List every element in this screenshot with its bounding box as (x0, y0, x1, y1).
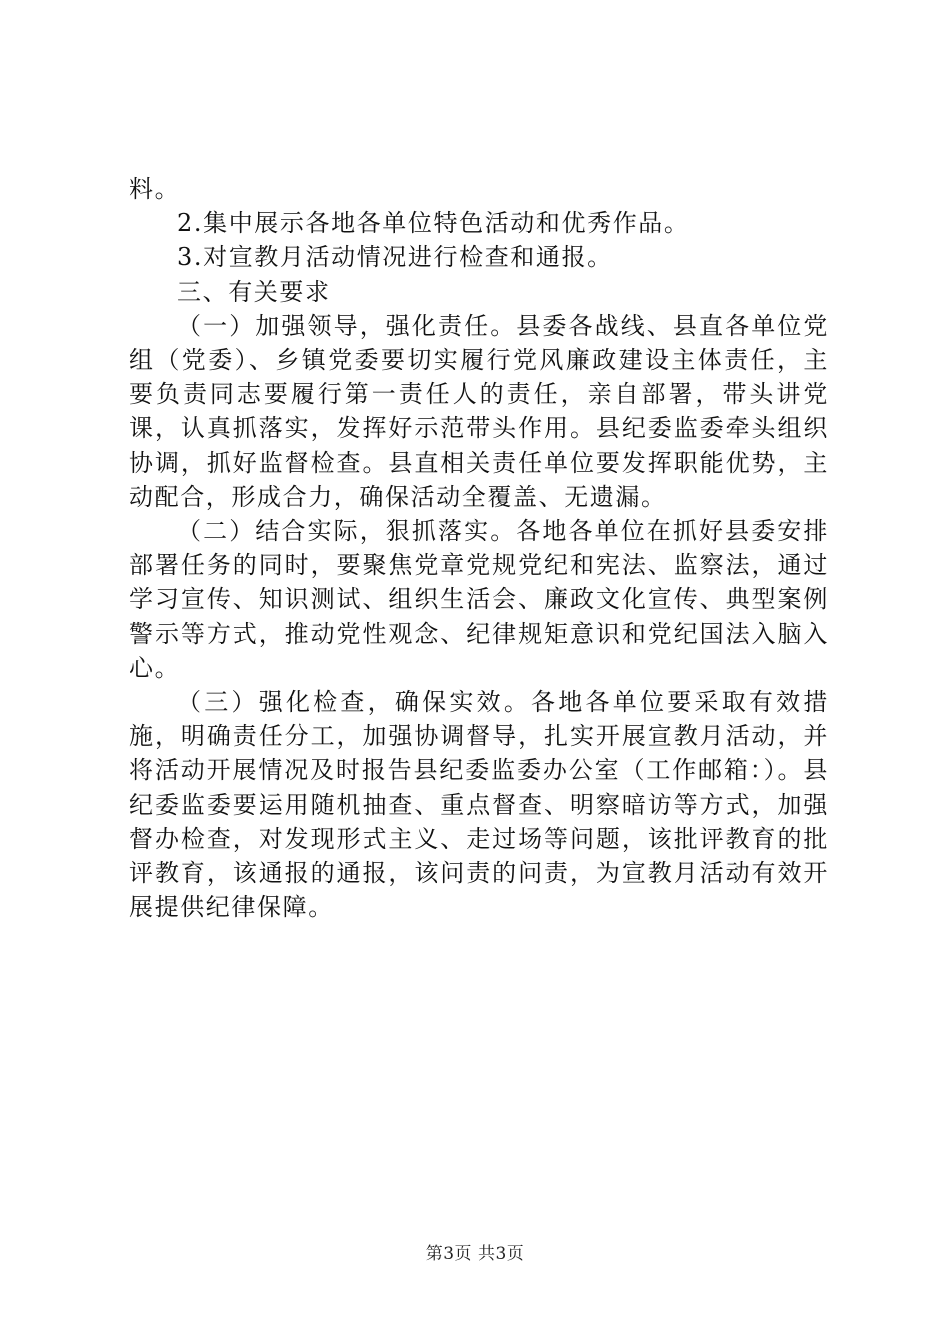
section-heading-requirements: 三、有关要求 (177, 277, 331, 306)
paragraph-leadership: （一）加强领导，强化责任。县委各战线、县直各单位党组（党委）、乡镇党委要切实履行党风廉政建设主体责任，主要负责同志要履行第一责任人的责任，亲自部署，带头讲党课，认真抓落实，发挥好示范带头作用。县纪委监委牵头组织协调，抓好监督检查。县直相关责任单位要发挥职能优势，主动配合，形成合力，确保活动全覆盖、无遗漏。 (129, 311, 829, 511)
paragraph-implementation: （二）结合实际，狠抓落实。各地各单位在抓好县委安排部署任务的同时，要聚焦党章党规党纪和宪法、监察法，通过学习宣传、知识测试、组织生活会、廉政文化宣传、典型案例警示等方式，推动党性观念、纪律规矩意识和党纪国法入脑入心。 (129, 517, 829, 682)
paragraph-continuation: 料。 (129, 175, 181, 203)
paragraph-inspection: （三）强化检查，确保实效。各地各单位要采取有效措施，明确责任分工，加强协调督导，扎实开展宣教月活动，并将活动开展情况及时报告县纪委监委办公室（工作邮箱：）。县纪委监委要运用随机抽查、重点督查、明察暗访等方式，加强督办检查，对发现形式主义、走过场等问题，该批评教育的批评教育，该通报的通报，该问责的问责，为宣教月活动有效开展提供纪律保障。 (129, 688, 829, 922)
list-item-2: 2.集中展示各地各单位特色活动和优秀作品。 (177, 209, 690, 238)
document-body (129, 172, 829, 924)
list-item-3: 3.对宣教月活动情况进行检查和通报。 (177, 243, 613, 272)
page-number-footer: 第3页 共3页 (425, 1244, 525, 1264)
